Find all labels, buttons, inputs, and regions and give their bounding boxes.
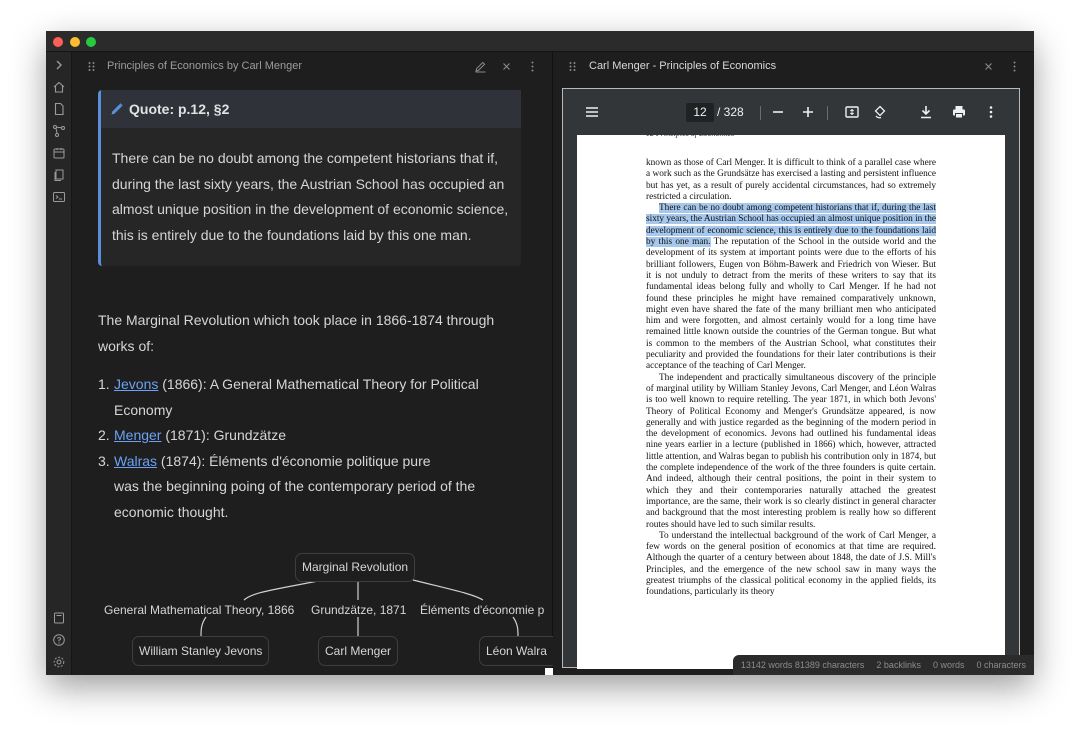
status-bar bbox=[733, 655, 1034, 675]
menger-link[interactable]: Menger bbox=[114, 427, 162, 443]
zoom-in-icon[interactable] bbox=[800, 104, 816, 120]
mindmap-root-node[interactable]: Marginal Revolution bbox=[295, 553, 415, 582]
list-number: 3. bbox=[98, 452, 110, 469]
pdf-paragraph: known as those of Carl Menger. It is difficult to think of a parallel case where a work such as the Grundsätze has exercised a lasting and persistent influence but has yet, as a result of purely accidental circumstances, had so extremely restricted a circulation. bbox=[646, 158, 936, 202]
pdf-more-icon[interactable] bbox=[983, 104, 999, 120]
jevons-link[interactable]: Jevons bbox=[114, 376, 159, 392]
backlinks-count[interactable]: 2 backlinks bbox=[876, 660, 921, 670]
list-text: (1874): Éléments d'économie politique pure bbox=[157, 452, 431, 469]
list-continuation: was the beginning poing of the contemporary period of the economic thought. bbox=[114, 478, 476, 520]
paragraph: The Marginal Revolution which took place in 1866-1874 through works of: bbox=[98, 312, 495, 354]
print-icon[interactable] bbox=[951, 104, 967, 120]
pdf-pane bbox=[554, 52, 1034, 675]
close-tab-icon[interactable] bbox=[500, 60, 513, 73]
pdf-paragraph: The independent and practically simultaneous discovery of the principle of marginal utility by William Stanley Jevons, Carl Menger, and Léon Walras is too well known to require retelling. The year 1871, in which both Jevons' Theory of Political Economy and Menger's Grundsätze appeared, is now generally and with justice regarded as the beginning of the modern period in the development of economics. Jevons had outlined his fundamental ideas nine years earlier in a lecture (published in 1866) which, however, attracted little attention, and Walras began to publish his contribution only in 1874, but the complete independence of the work of the three founders is quite certain. And indeed, although their central positions, the point in their system to which they and their contemporaries naturally attached the greatest importance, are the same, their work is so clearly distinct in general character and background that the most interesting problem is really how so different routes should have led to such similar results. bbox=[646, 372, 936, 530]
selection-characters: 0 characters bbox=[976, 660, 1026, 670]
zoom-window-button[interactable] bbox=[86, 37, 96, 47]
quote-callout[interactable] bbox=[98, 90, 521, 266]
pencil-icon bbox=[110, 102, 124, 116]
help-icon[interactable] bbox=[52, 633, 66, 647]
pdf-page[interactable] bbox=[577, 129, 1005, 669]
pdf-toolbar bbox=[563, 89, 1019, 135]
minimize-window-button[interactable] bbox=[70, 37, 80, 47]
menu-hamburger-icon[interactable] bbox=[584, 104, 600, 120]
pdf-viewer bbox=[562, 88, 1020, 668]
mindmap-branch-label: Grundzätze, 1871 bbox=[311, 603, 407, 617]
copy-file-icon[interactable] bbox=[52, 168, 66, 182]
graph-icon[interactable] bbox=[52, 124, 66, 138]
walras-link[interactable]: Walras bbox=[114, 452, 158, 469]
callout-header bbox=[101, 90, 521, 128]
page-number-input[interactable]: 12 bbox=[686, 103, 714, 122]
drag-handle-icon[interactable] bbox=[85, 60, 98, 73]
list-text: (1871): Grundzätze bbox=[161, 427, 286, 443]
callout-body: There can be no doubt among the competent historians that if, during the last sixty years, the Austrian School has occupied an almost unique position in the development of economic science, this is entirely due to the foundations laid by this one man. bbox=[112, 150, 509, 243]
toolbar-divider bbox=[760, 106, 761, 120]
list-item bbox=[98, 423, 528, 449]
calendar-icon[interactable] bbox=[52, 146, 66, 160]
pdf-title: Carl Menger - Principles of Economics bbox=[589, 60, 777, 72]
graph-home-icon[interactable] bbox=[52, 80, 66, 94]
selection-words: 0 words bbox=[932, 660, 965, 670]
edit-pencil-icon[interactable] bbox=[474, 60, 487, 73]
left-ribbon bbox=[46, 52, 72, 675]
mindmap-leaf-node[interactable]: Carl Menger bbox=[318, 636, 398, 666]
rotate-icon[interactable] bbox=[872, 104, 888, 120]
note-pane-header bbox=[73, 52, 552, 81]
app-window bbox=[46, 31, 1034, 675]
pdf-pane-header bbox=[554, 52, 1034, 81]
list-text: (1866): A General Mathematical Theory for Political Economy bbox=[114, 376, 479, 418]
mindmap-leaf-node[interactable]: Léon Walra bbox=[479, 636, 553, 666]
fit-page-icon[interactable] bbox=[844, 104, 860, 120]
pdf-highlight[interactable]: There can be no doubt among competent historians that if, during the last sixty years, the Austrian School has occupied an almost unique position in the development of economic science, this is entirely due to the foundations laid by this one man. bbox=[646, 203, 936, 248]
mindmap-branch-label: General Mathematical Theory, 1866 bbox=[104, 603, 295, 617]
list-item bbox=[98, 372, 528, 423]
pdf-page-text bbox=[646, 158, 936, 599]
close-tab-icon[interactable] bbox=[982, 60, 995, 73]
download-icon[interactable] bbox=[918, 104, 934, 120]
toolbar-divider bbox=[827, 106, 828, 120]
mindmap-branch-label: Éléments d'économie p bbox=[420, 603, 545, 617]
list-number: 1. bbox=[98, 376, 110, 392]
pane-resize-handle[interactable] bbox=[545, 668, 553, 675]
note-pane bbox=[73, 52, 553, 675]
mindmap-leaf-node[interactable]: William Stanley Jevons bbox=[132, 636, 269, 666]
pdf-text: The reputation of the School in the outside world and the development of its system at important points were due to the efforts of his brilliant followers, Eugen von Böhm-Bawerk and Friedrich von Wieser. But it is not unduly to detract from the merits of these writers to say that its fundamental ideas belong fully and wholly to Carl Menger. If he had not found these principles he might have remained comparatively unknown, might even have shared the fate of the many brilliant men who anticipated him and were forgotten, and almost certainly would for a long time have remained little known outside the countries of the German tongue. But what is common to the members of the Austrian School, what constitutes their peculiarity and provided the foundations for their later contributions is their acceptance of the teaching of Carl Menger. bbox=[646, 237, 936, 372]
callout-title: Quote: p.12, §2 bbox=[129, 101, 230, 117]
file-icon[interactable] bbox=[52, 102, 66, 116]
book-icon[interactable] bbox=[52, 611, 66, 625]
pdf-paragraph: To understand the intellectual background of the work of Carl Menger, a few words on the general position of economics at that time are required. Although the quarter of a century between about 1848, the date of J.S. Mill's Principles, and the emergence of the new school saw in many ways the greatest triumphs of the classical political economy in the applied fields, its foundations, particularly its theory bbox=[646, 530, 936, 598]
terminal-icon[interactable] bbox=[52, 190, 66, 204]
word-char-count: 13142 words 81389 characters bbox=[740, 660, 865, 670]
close-window-button[interactable] bbox=[53, 37, 63, 47]
settings-gear-icon[interactable] bbox=[52, 655, 66, 669]
drag-handle-icon[interactable] bbox=[566, 60, 579, 73]
list-number: 2. bbox=[98, 427, 110, 443]
more-options-icon[interactable] bbox=[1008, 60, 1021, 73]
pdf-paragraph bbox=[646, 203, 936, 372]
running-head: 12 Principles of Economics bbox=[646, 129, 735, 138]
more-options-icon[interactable] bbox=[526, 60, 539, 73]
page-total: / 328 bbox=[717, 105, 744, 119]
list-item bbox=[98, 449, 528, 475]
zoom-out-icon[interactable] bbox=[770, 104, 786, 120]
expand-sidebar-icon[interactable] bbox=[52, 58, 66, 72]
works-list bbox=[98, 372, 528, 525]
note-title: Principles of Economics by Carl Menger bbox=[107, 60, 303, 72]
title-bar bbox=[46, 31, 1034, 52]
